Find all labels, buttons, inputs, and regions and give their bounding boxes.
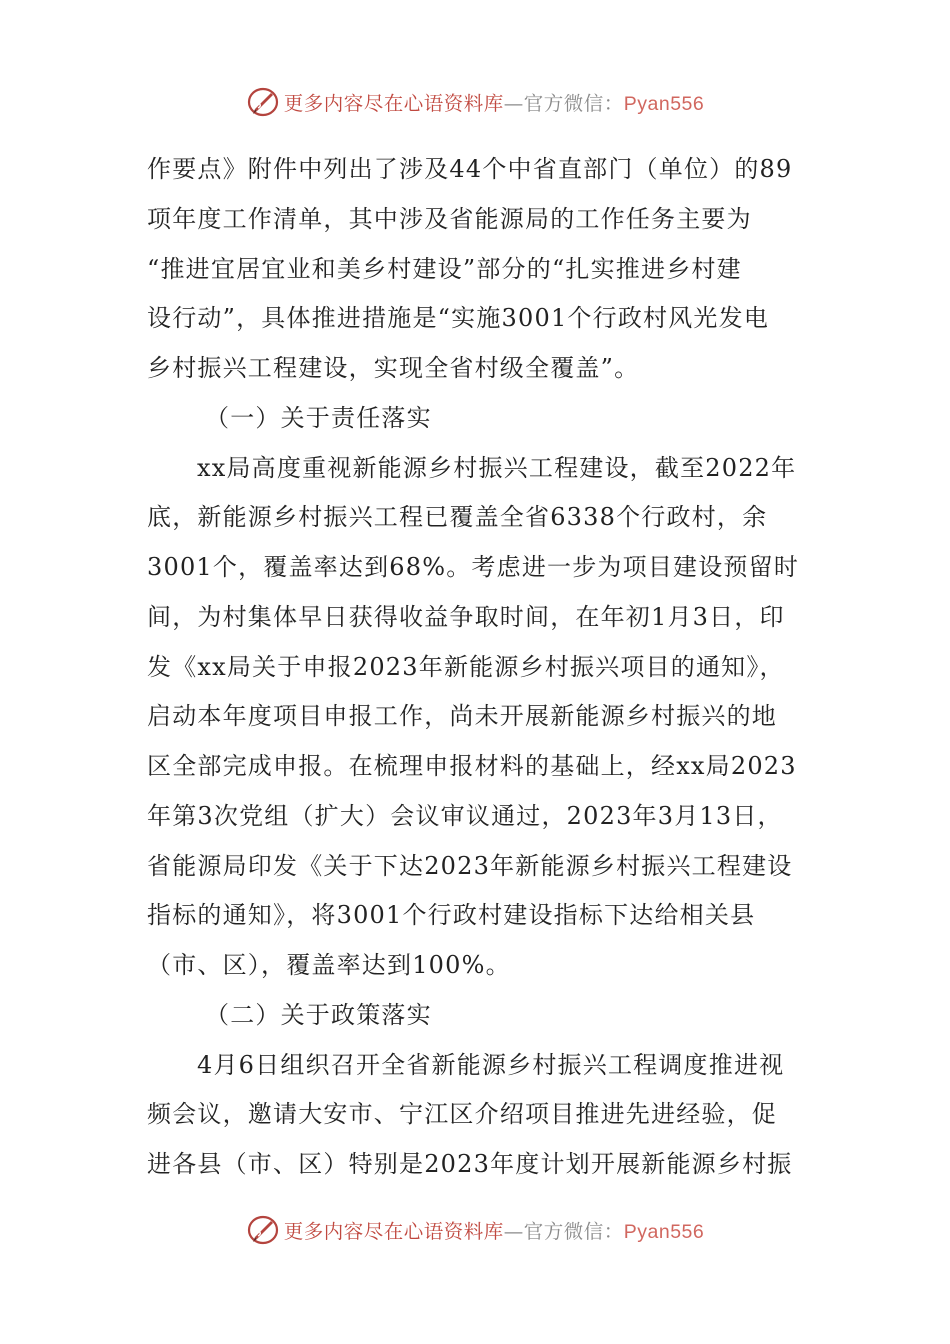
body-line: 乡村振兴工程建设，实现全省村级全覆盖”。 <box>147 354 640 382</box>
document-body <box>147 145 807 1190</box>
banner-text <box>284 1216 705 1244</box>
body-line: 区全部完成申报。在梳理申报材料的基础上，经xx局2023 <box>147 752 797 780</box>
banner-text <box>284 88 705 116</box>
banner-dash: — <box>503 92 524 115</box>
body-line: 启动本年度项目申报工作，尚未开展新能源乡村振兴的地 <box>147 702 777 731</box>
body-line: “推进宜居宜业和美乡村建设”部分的“扎实推进乡村建 <box>147 254 742 283</box>
banner-wechat-id: Pyan556 <box>623 1221 705 1243</box>
body-line: 4月6日组织召开全省新能源乡村振兴工程调度推进视 <box>197 1050 785 1079</box>
body-line: xx局高度重视新能源乡村振兴工程建设，截至2022年 <box>197 453 797 482</box>
pen-logo-icon <box>246 85 280 119</box>
banner-slogan: 更多内容尽在心语资料库 <box>283 1220 504 1243</box>
body-line: 3001个，覆盖率达到68%。考虑进一步为项目建设预留时 <box>147 553 800 581</box>
body-line: 进各县（市、区）特别是2023年度计划开展新能源乡村振 <box>147 1150 793 1178</box>
body-line: 指标的通知》，将3001个行政村建设指标下达给相关县 <box>147 901 756 930</box>
body-line: 底，新能源乡村振兴工程已覆盖全省6338个行政村，余 <box>147 503 768 532</box>
body-line: 省能源局印发《关于下达2023年新能源乡村振兴工程建设 <box>147 851 793 880</box>
header-banner <box>0 82 950 122</box>
banner-wechat-label: 官方微信： <box>523 1220 624 1243</box>
body-line: 间，为村集体早日获得收益争取时间，在年初1月3日，印 <box>147 602 785 631</box>
banner-wechat-id: Pyan556 <box>623 93 705 115</box>
section-heading: （一）关于责任落实 <box>205 403 432 432</box>
footer-banner <box>0 1210 950 1250</box>
body-line: 作要点》附件中列出了涉及44个中省直部门（单位）的89 <box>147 155 793 183</box>
section-heading: （二）关于政策落实 <box>205 1000 432 1029</box>
body-line: 频会议，邀请大安市、宁江区介绍项目推进先进经验，促 <box>147 1100 777 1129</box>
banner-wechat-label: 官方微信： <box>523 92 624 115</box>
body-line: （市、区），覆盖率达到100%。 <box>147 951 511 979</box>
banner-slogan: 更多内容尽在心语资料库 <box>283 92 504 115</box>
banner-dash: — <box>503 1220 524 1243</box>
body-line: 项年度工作清单，其中涉及省能源局的工作任务主要为 <box>147 204 752 233</box>
pen-logo-icon <box>246 1213 280 1247</box>
body-line: 发《xx局关于申报2023年新能源乡村振兴项目的通知》， <box>147 652 785 681</box>
body-line: 年第3次党组（扩大）会议审议通过，2023年3月13日， <box>147 801 783 830</box>
body-line: 设行动”，具体推进措施是“实施3001个行政村风光发电 <box>147 304 770 333</box>
